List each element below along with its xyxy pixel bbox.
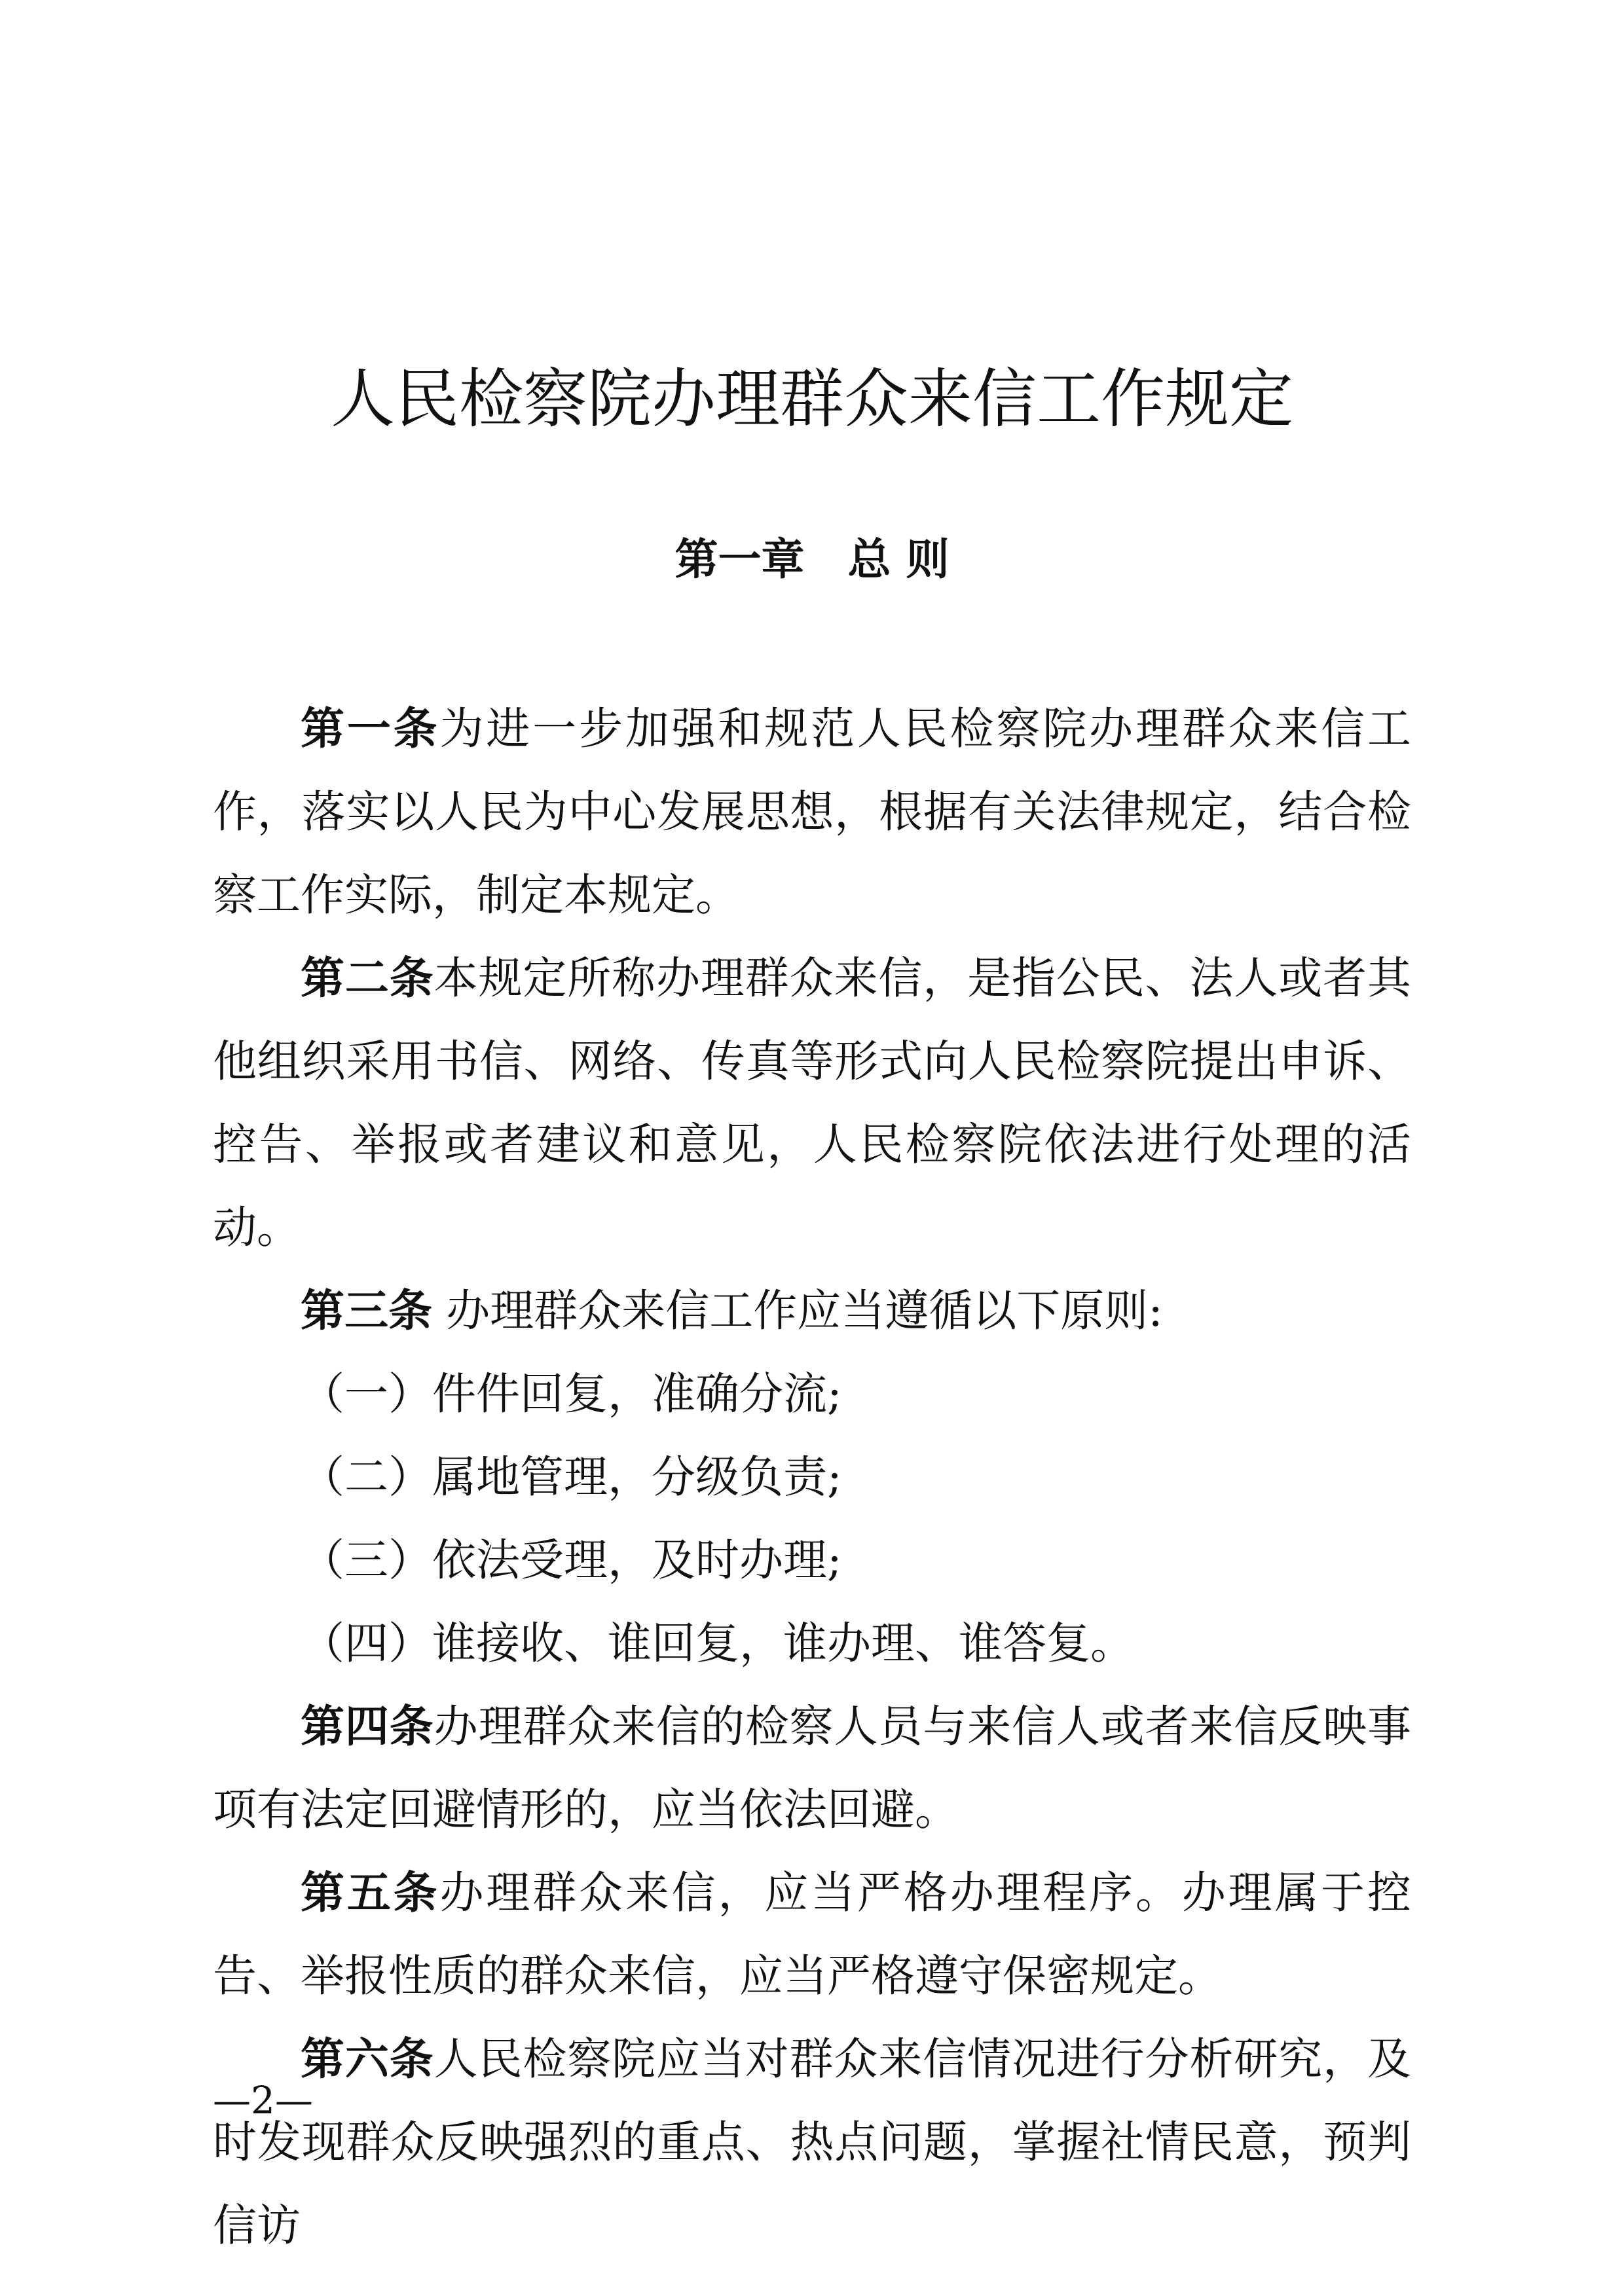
principle-item [213, 1602, 1411, 1685]
principle-text: （一）件件回复，准确分流; [301, 1368, 842, 1419]
article-5 [213, 1851, 1411, 2018]
principle-item [213, 1436, 1411, 1519]
article-4 [213, 1685, 1411, 1851]
article-text: 为进一步加强和规范人民检察院办理群众来信工作，落实以人民为中心发展思想，根据有关法律规定，结合检察工作实际，制定本规定。 [213, 703, 1412, 920]
article-3 [213, 1269, 1411, 1353]
article-text: 办理群众来信的检察人员与来信人或者来信反映事项有法定回避情形的，应当依法回避。 [213, 1701, 1411, 1835]
article-label: 第一条 [301, 703, 440, 754]
article-label: 第二条 [301, 953, 434, 1004]
principle-item [213, 1519, 1411, 1602]
article-text: 本规定所称办理群众来信，是指公民、法人或者其他组织采用书信、网络、传真等形式向人民检察院提出申诉、控告、举报或者建议和意见，人民检察院依法进行处理的活动。 [213, 953, 1411, 1253]
article-label: 第三条 [301, 1285, 432, 1336]
article-6 [213, 2018, 1411, 2267]
article-label: 第五条 [301, 1867, 440, 1918]
article-label: 第四条 [301, 1701, 434, 1752]
principle-text: （四）谁接收、谁回复，谁办理、谁答复。 [301, 1618, 1134, 1669]
article-2 [213, 937, 1411, 1269]
chapter-heading: 第一章 总 则 [674, 534, 950, 585]
document-title: 人民检察院办理群众来信工作规定 [330, 362, 1293, 437]
article-1 [213, 687, 1411, 937]
document-body [213, 687, 1411, 2267]
article-text: 人民检察院应当对群众来信情况进行分析研究，及时发现群众反映强烈的重点、热点问题，掌握社情民意，预判信访 [213, 2033, 1411, 2251]
principle-text: （三）依法受理，及时办理; [301, 1535, 842, 1586]
principle-text: （二）属地管理，分级负责; [301, 1451, 842, 1503]
page-number: —2— [213, 2078, 313, 2123]
principle-item [213, 1353, 1411, 1436]
article-text: 办理群众来信，应当严格办理程序。办理属于控告、举报性质的群众来信，应当严格遵守保密规定。 [213, 1867, 1412, 2001]
article-label: 第六条 [301, 2033, 434, 2085]
article-text: 办理群众来信工作应当遵循以下原则: [432, 1285, 1163, 1336]
